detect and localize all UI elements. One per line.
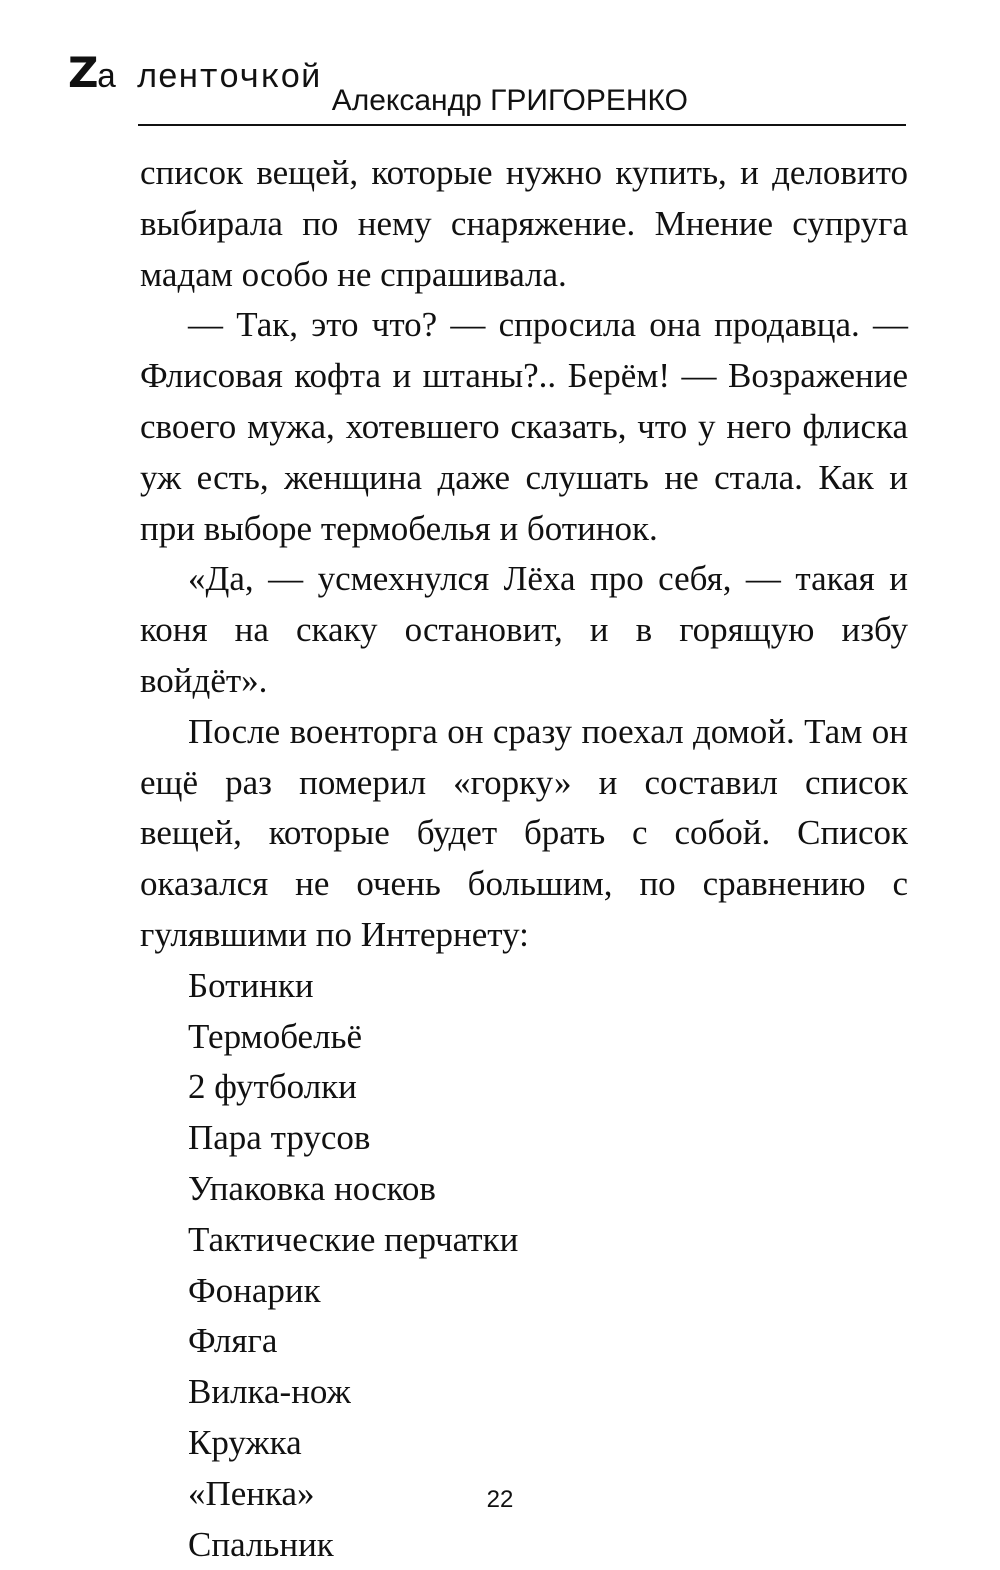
series-title-rest: а ленточкой: [96, 60, 321, 98]
list-item: Фляга: [188, 1321, 278, 1361]
packing-list: [140, 961, 908, 1570]
list-item: Упаковка носков: [188, 1168, 436, 1208]
header-divider: [138, 124, 906, 126]
series-title: [68, 48, 321, 98]
author-name: Александр ГРИГОРЕНКО: [331, 84, 688, 117]
list-item: Тактические перчатки: [188, 1219, 519, 1259]
paragraph-2: — Так, это что? — спросила она продавца. — Флисовая кофта и штаны?.. Берём! — Возражение своего мужа, хотевшего сказать, что у него флиска уж есть, женщина даже слушать не стала. Как и при выборе термобелья и ботинок.: [140, 305, 908, 548]
paragraph-1: список вещей, которые нужно купить, и деловито выбирала по нему снаряжение. Мнение супруга мадам особо не спрашивала.: [140, 153, 908, 294]
body-text: [140, 148, 908, 1570]
page-number: 22: [486, 1486, 514, 1513]
list-item: Вилка-нож: [188, 1372, 351, 1412]
list-item: Ботинки: [188, 965, 314, 1005]
list-item: Спальник: [188, 1524, 334, 1564]
paragraph-4: После военторга он сразу поехал домой. Там он ещё раз померил «горку» и составил список вещей, которые будет брать с собой. Список оказался не очень большим, по сравнению с гулявшими по Интернету:: [140, 711, 908, 954]
list-item: Кружка: [188, 1422, 302, 1462]
list-item: 2 футболки: [188, 1067, 357, 1107]
series-title-initial: Z: [68, 48, 97, 97]
list-item: Пара трусов: [188, 1118, 371, 1158]
list-item: Фонарик: [188, 1270, 321, 1310]
list-item: «Пенка»: [188, 1473, 315, 1513]
paragraph-3: «Да, — усмехнулся Лёха про себя, — такая и коня на скаку остановит, и в горящую избу войдёт».: [140, 559, 908, 700]
list-item: Термобельё: [188, 1016, 363, 1056]
